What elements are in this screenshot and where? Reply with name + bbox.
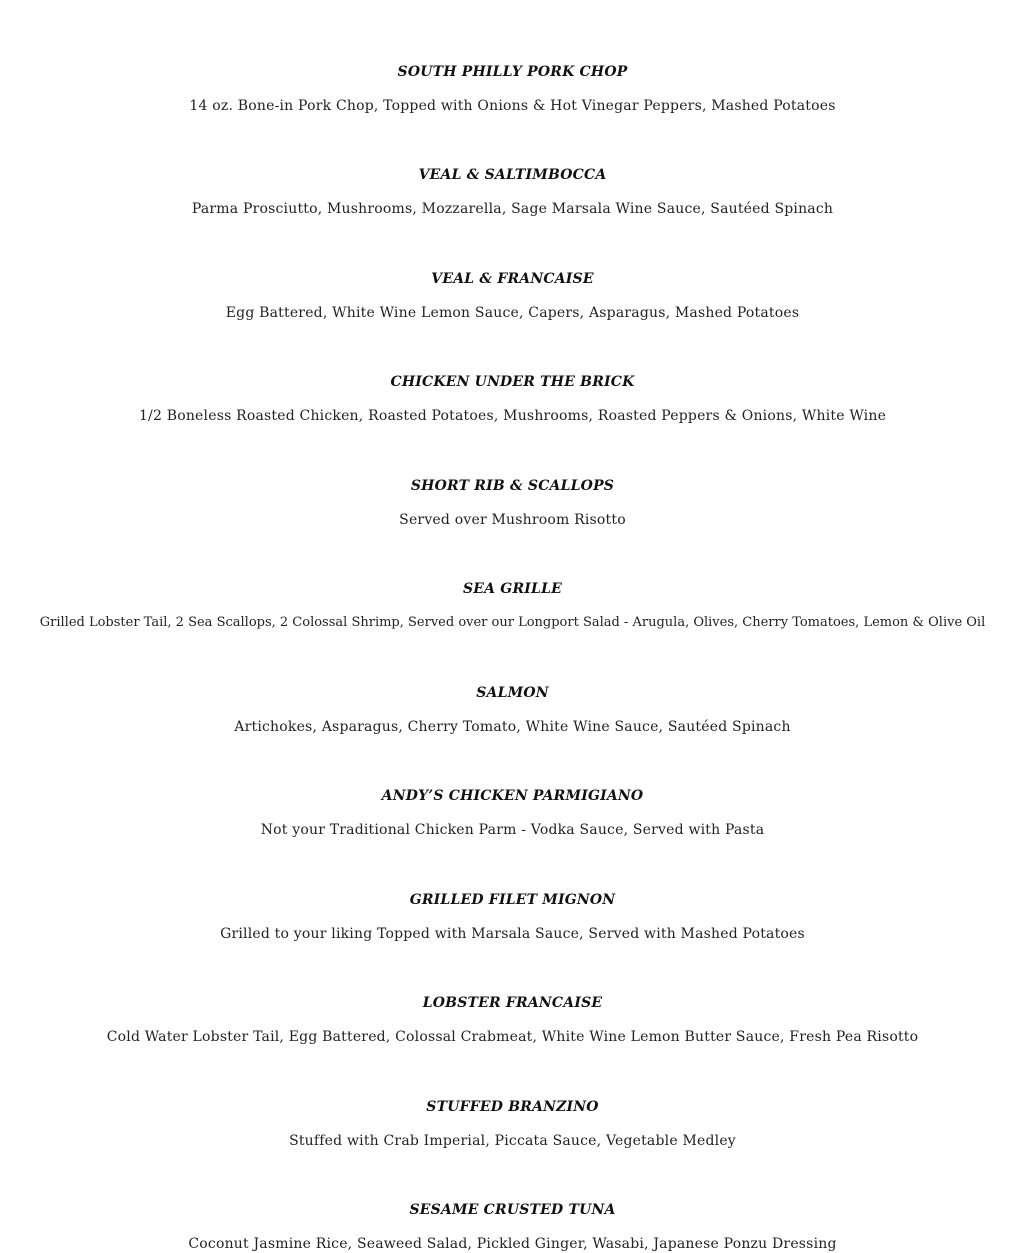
- menu-item-salmon: [0, 684, 1025, 736]
- item-description: Grilled Lobster Tail, 2 Sea Scallops, 2 Colossal Shrimp, Served over our Longport Salad - Arugula, Olives, Cherry Tomatoes, Lemon & Olive Oil: [39, 615, 986, 630]
- menu-item-stuffed-branzino: [0, 1098, 1025, 1150]
- item-name: SESAME CRUSTED TUNA: [409, 1202, 616, 1218]
- menu-item-veal-francaise: [0, 270, 1025, 322]
- menu-item-south-philly-pork-chop: [0, 63, 1025, 115]
- item-description: Parma Prosciutto, Mushrooms, Mozzarella, Sage Marsala Wine Sauce, Sautéed Spinach: [191, 201, 834, 217]
- item-name: SHORT RIB & SCALLOPS: [410, 478, 615, 494]
- item-description: Served over Mushroom Risotto: [399, 512, 626, 528]
- item-description: Not your Traditional Chicken Parm - Vodka Sauce, Served with Pasta: [260, 822, 765, 838]
- item-name: VEAL & SALTIMBOCCA: [418, 167, 607, 183]
- menu-item-sea-grille: [0, 580, 1025, 632]
- item-description: Artichokes, Asparagus, Cherry Tomato, White Wine Sauce, Sautéed Spinach: [234, 719, 791, 735]
- item-name: CHICKEN UNDER THE BRICK: [390, 374, 635, 390]
- menu-item-short-rib-scallops: [0, 477, 1025, 529]
- menu-item-grilled-filet-mignon: [0, 891, 1025, 943]
- item-name: VEAL & FRANCAISE: [431, 271, 594, 287]
- item-description: Cold Water Lobster Tail, Egg Battered, Colossal Crabmeat, White Wine Lemon Butter Sauce, Fresh Pea Risotto: [106, 1029, 919, 1045]
- menu-item-sesame-crusted-tuna: [0, 1201, 1025, 1253]
- item-name: SALMON: [476, 685, 549, 701]
- item-description: Coconut Jasmine Rice, Seaweed Salad, Pickled Ginger, Wasabi, Japanese Ponzu Dressing: [188, 1236, 837, 1252]
- item-name: GRILLED FILET MIGNON: [409, 892, 616, 908]
- item-name: LOBSTER FRANCAISE: [422, 995, 603, 1011]
- item-description: Stuffed with Crab Imperial, Piccata Sauce, Vegetable Medley: [289, 1133, 736, 1149]
- item-description: 14 oz. Bone-in Pork Chop, Topped with Onions & Hot Vinegar Peppers, Mashed Potatoes: [189, 98, 836, 114]
- menu-item-chicken-under-the-brick: [0, 373, 1025, 425]
- item-description: 1/2 Boneless Roasted Chicken, Roasted Potatoes, Mushrooms, Roasted Peppers & Onions, White Wine: [138, 408, 887, 424]
- item-description: Grilled to your liking Topped with Marsala Sauce, Served with Mashed Potatoes: [220, 926, 805, 942]
- menu-item-lobster-francaise: [0, 994, 1025, 1046]
- menu-item-andys-chicken-parmigiano: [0, 787, 1025, 839]
- menu-item-veal-saltimbocca: [0, 166, 1025, 218]
- item-name: SEA GRILLE: [462, 581, 562, 597]
- item-description: Egg Battered, White Wine Lemon Sauce, Capers, Asparagus, Mashed Potatoes: [225, 305, 800, 321]
- item-name: SOUTH PHILLY PORK CHOP: [397, 64, 628, 80]
- item-name: ANDY’S CHICKEN PARMIGIANO: [381, 788, 644, 804]
- item-name: STUFFED BRANZINO: [426, 1099, 599, 1115]
